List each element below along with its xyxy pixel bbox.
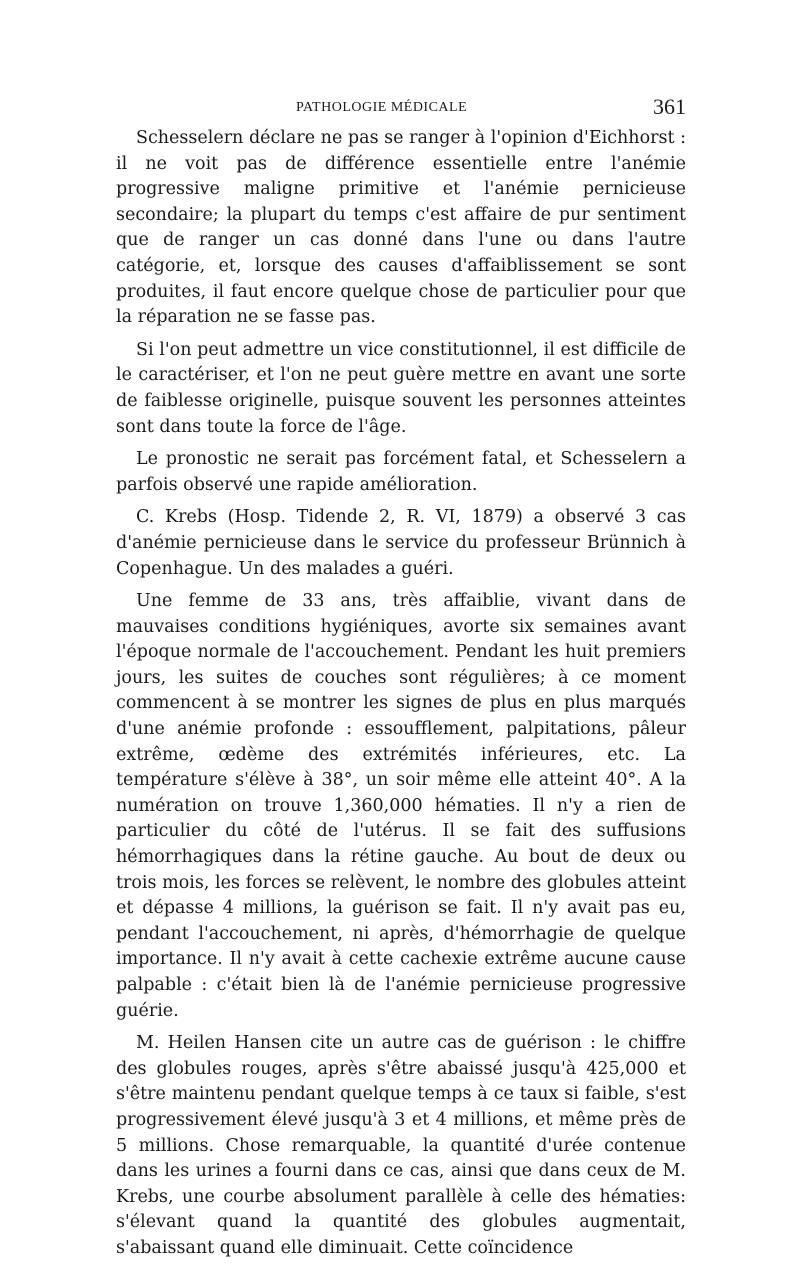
paragraph-schesselern-opinion: Schesselern déclare ne pas se ranger à l'opinion d'Eichhorst : il ne voit pas de différence essentielle entre l'anémie progressive maligne primitive et l'anémie pernicieuse secondaire; la plupart du temps c'est affaire de pur sentiment que de ranger un cas donné dans l'une ou dans l'autre catégorie, et, lorsque des causes d'affaiblissement se sont produites, il faut encore quelque chose de particulier pour que la réparation ne se fasse pas. [116, 128, 686, 328]
running-head: PATHOLOGIE MÉDICALE [296, 100, 468, 115]
paragraph-pronostic: Le pronostic ne serait pas forcément fatal, et Schesselern a parfois observé une rapide amélioration. [116, 449, 686, 495]
paragraph-hansen-case: M. Heilen Hansen cite un autre cas de guérison : le chiffre des globules rouges, après s'être abaissé jusqu'à 425,000 et s'être maintenu pendant quelque temps à ce taux si faible, s'est progressivement élevé jusqu'à 3 et 4 millions, et même près de 5 millions. Chose remarquable, la quantité d'urée contenue dans les urines a fourni dans ce cas, ainsi que dans ceux de M. Krebs, une courbe absolument parallèle à celle des hématies: s'élevant quand la quantité des globules augmentait, s'abaissant quand elle diminuait. Cette coïncidence [116, 1033, 686, 1258]
paragraph-case-report: Une femme de 33 ans, très affaiblie, vivant dans de mauvaises conditions hygiéniques, avorte six semaines avant l'époque normale de l'accouchement. Pendant les huit premiers jours, les suites de couches sont régulières; à ce moment commencent à se montrer les signes de plus en plus marqués d'une anémie profonde : essoufflement, palpitations, pâleur extrême, œdème des extrémités inférieures, etc. La température s'élève à 38°, un soir même elle atteint 40°. A la numération on trouve 1,360,000 hématies. Il n'y a rien de particulier du côté de l'utérus. Il se fait des suffusions hémorrhagiques dans la rétine gauche. Au bout de deux ou trois mois, les forces se relèvent, le nombre des globules atteint et dépasse 4 millions, la guérison se fait. Il n'y avait pas eu, pendant l'accouchement, ni après, d'hémorrhagie de quelque importance. Il n'y avait à cette cachexie extrême aucune cause palpable : c'était bien là de l'anémie pernicieuse progressive guérie. [116, 591, 686, 1021]
paragraph-krebs-cases: C. Krebs (Hosp. Tidende 2, R. VI, 1879) a observé 3 cas d'anémie pernicieuse dans le service du professeur Brünnich à Copenhague. Un des malades a guéri. [116, 507, 686, 579]
page-header [116, 96, 686, 120]
paragraph-vice-constitutionnel: Si l'on peut admettre un vice constitutionnel, il est difficile de le caractériser, et l'on ne peut guère mettre en avant une sorte de faiblesse originelle, puisque souvent les personnes atteintes sont dans toute la force de l'âge. [116, 339, 686, 437]
page-number: 361 [653, 94, 686, 119]
body-text [116, 126, 686, 1269]
